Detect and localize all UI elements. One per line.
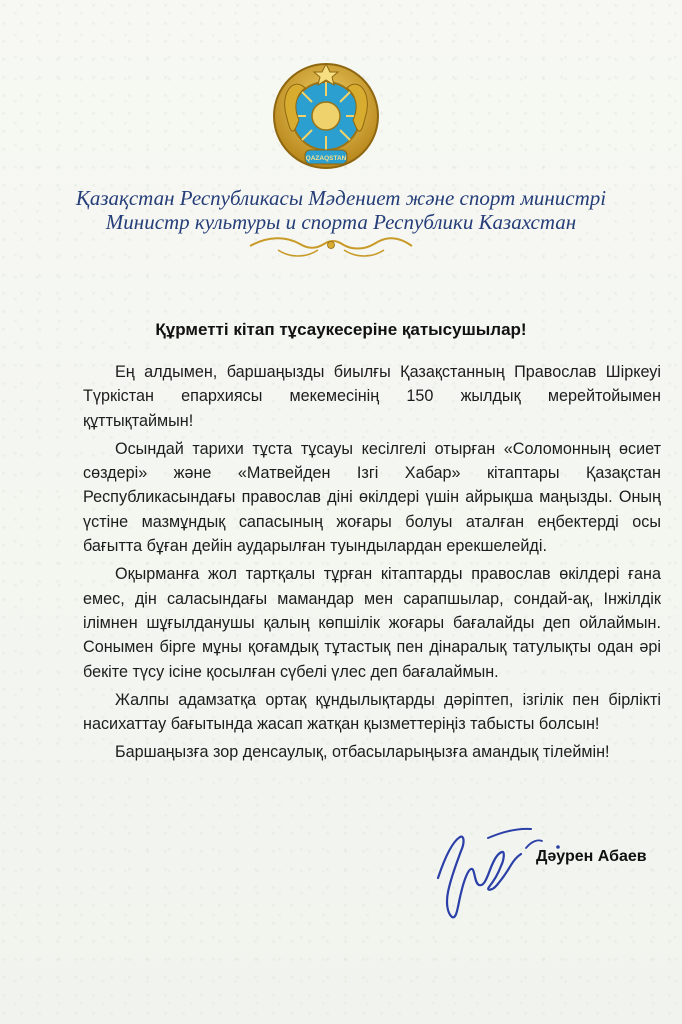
letter-paragraph-3: Оқырманға жол тартқалы тұрған кітаптарды православ өкілдері ғана емес, дін саласындағы мамандар мен сарапшылар, сондай-ақ, Інжілдік ілімнен шұғылданушы қалың көпшілік жоғары бағалайды деп ойлаймын. Сонымен бірге мұны қоғамдық тұтастық пен дінаралық татулықты одан әрі бекіте түсу ісіне қосылған сүбелі үлес деп бағалаймын.: [83, 565, 661, 681]
letter-paragraph-5: Баршаңызға зор денсаулық, отбасыларыңызға амандық тілеймін!: [115, 743, 610, 762]
ornament-divider: [248, 228, 414, 262]
signer-name: Дәурен Абаев: [536, 848, 647, 865]
handwritten-signature: [430, 820, 578, 922]
letter-paragraph-1: Ең алдымен, баршаңызды биылғы Қазақстанның Православ Шіркеуі Түркістан епархиясы мекемесінің 150 жылдық мерейтойымен құттықтаймын!: [83, 363, 661, 430]
header-line-kazakh: Қазақстан Республикасы Мәдениет және спорт министрі: [75, 186, 607, 210]
letter-paragraph-2: Осындай тарихи тұста тұсауы кесілгелі отырған «Соломонның өсиет сөздері» және «Матвейден Ізгі Хабар» кітаптары Қазақстан Республикасындағы православ діні өкілдері үшін айрықша маңызды. Оның үстіне мазмұндық сапасының жоғары болуы аталған еңбектерді осы бағытта бұған дейін аударылған туындылардан ерекшелейді.: [83, 439, 661, 556]
emblem-inscription: QAZAQSTAN: [305, 155, 347, 162]
header-line-russian: Министр культуры и спорта Республики Казахстан: [105, 210, 577, 234]
letter-paragraph-4: Жалпы адамзатқа ортақ құндылықтарды дәріптеп, ізгілік пен бірлікті насихаттау бағытында жасап жатқан қызметтеріңіз табысты болсын!: [83, 690, 661, 734]
header-lines: [0, 186, 682, 234]
state-emblem-icon: [269, 60, 383, 176]
letter-salutation: Құрметті кітап тұсаукесеріне қатысушылар!: [155, 320, 527, 339]
letter-body: [83, 360, 661, 769]
